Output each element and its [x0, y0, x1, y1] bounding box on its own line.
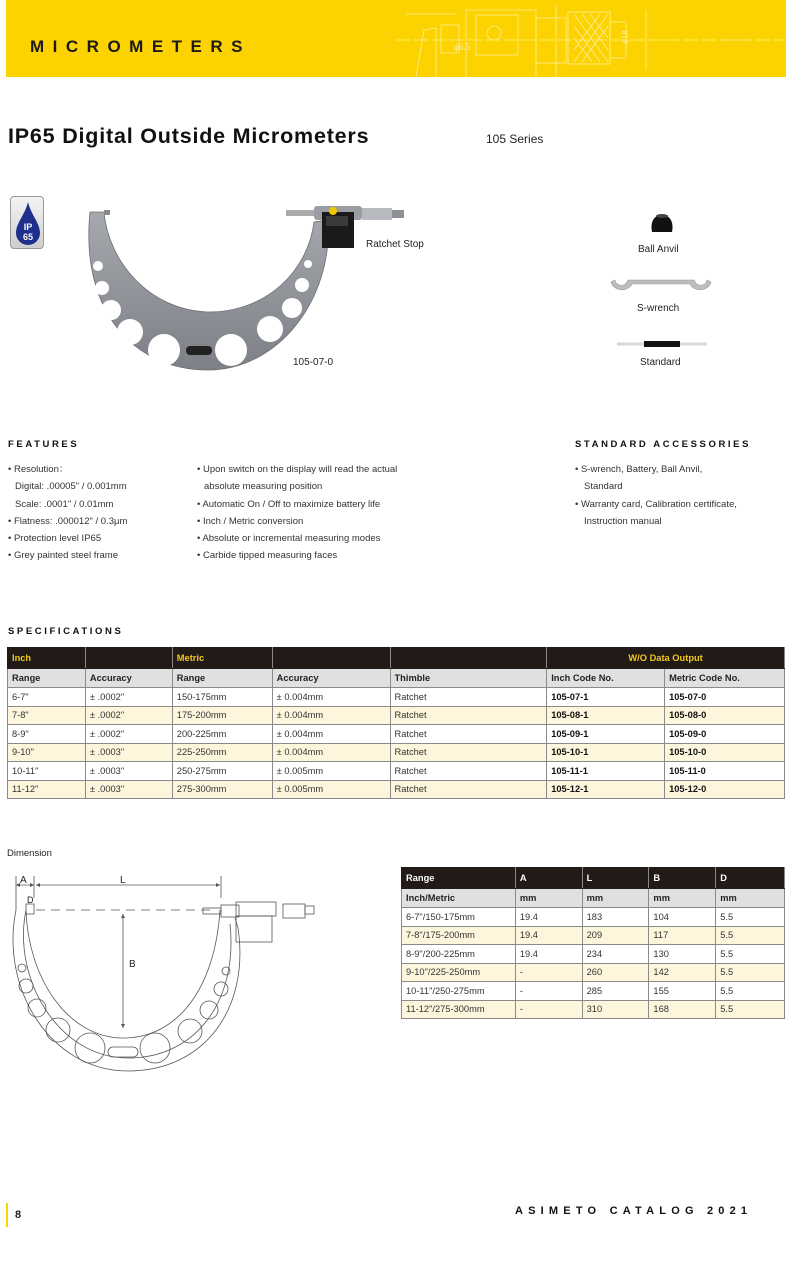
feature-item: absolute measuring position [204, 481, 323, 493]
ratchet-stop-label: Ratchet Stop [366, 239, 424, 250]
catalog-label: ASIMETO CATALOG 2021 [515, 1205, 753, 1217]
specifications-table [7, 647, 785, 799]
svg-text:ϕ18: ϕ18 [620, 30, 630, 44]
standard-label: Standard [640, 357, 681, 368]
model-label: 105-07-0 [293, 357, 334, 368]
table-header: Range A L B D [402, 868, 785, 889]
accessory-item: Standard [584, 481, 623, 493]
table-row: 11-12" ± .0003" 275-300mm ± 0.005mm Ratchet 105-12-1 105-12-0 [8, 780, 785, 799]
dimension-label: Dimension [7, 848, 52, 859]
footer-accent-bar [6, 1203, 8, 1227]
features-list-1 [8, 461, 198, 565]
table-row: 10-11" ± .0003" 250-275mm ± 0.005mm Ratchet 105-11-1 105-11-0 [8, 762, 785, 781]
banner-title: MICROMETERS [30, 37, 251, 56]
ball-anvil-label: Ball Anvil [638, 244, 679, 255]
features-heading: FEATURES [8, 439, 80, 450]
header-banner [6, 0, 786, 77]
svg-text:IP: IP [23, 222, 33, 232]
svg-text:ϕ6.5: ϕ6.5 [454, 42, 470, 52]
feature-item: • Carbide tipped measuring faces [197, 550, 338, 562]
table-group-header: Inch Metric W/O Data Output [8, 648, 785, 669]
table-row: 11-12"/275-300mm - 310 168 5.5 [402, 1000, 785, 1019]
table-units-row: Inch/Metric mm mm mm mm [402, 889, 785, 908]
feature-item: • Automatic On / Off to maximize battery life [197, 498, 381, 510]
feature-item: • Flatness: .000012" / 0.3μm [8, 515, 128, 527]
svg-text:D: D [27, 895, 34, 905]
ball-anvil-icon [648, 212, 676, 234]
feature-item: • Protection level IP65 [8, 533, 102, 545]
specifications-heading: SPECIFICATIONS [8, 626, 124, 637]
table-row: 8-9"/200-225mm 19.4 234 130 5.5 [402, 945, 785, 964]
table-row: 6-7" ± .0002" 150-175mm ± 0.004mm Ratchet 105-07-1 105-07-0 [8, 688, 785, 707]
svg-text:B: B [129, 959, 136, 970]
accessory-item: Instruction manual [584, 515, 662, 527]
table-row: 9-10" ± .0003" 225-250mm ± 0.004mm Ratchet 105-10-1 105-10-0 [8, 743, 785, 762]
ip65-badge [10, 196, 44, 249]
svg-text:A: A [20, 875, 27, 886]
table-row: 6-7"/150-175mm 19.4 183 104 5.5 [402, 908, 785, 927]
micrometer-blueprint-art [396, 0, 786, 77]
feature-item: • Absolute or incremental measuring modes [197, 533, 381, 545]
accessories-list [575, 461, 790, 530]
page-title: IP65 Digital Outside Micrometers [8, 124, 370, 148]
page-number: 8 [15, 1209, 22, 1221]
table-row: 9-10"/225-250mm - 260 142 5.5 [402, 963, 785, 982]
table-row: 10-11"/250-275mm - 285 155 5.5 [402, 982, 785, 1001]
feature-item: Digital: .00005" / 0.001mm [15, 481, 127, 493]
svg-text:65: 65 [22, 232, 34, 242]
feature-item: Scale: .0001" / 0.01mm [15, 498, 114, 510]
s-wrench-icon [608, 276, 714, 296]
accessory-item: • Warranty card, Calibration certificate, [575, 498, 737, 510]
accessory-item: • S-wrench, Battery, Ball Anvil, [575, 464, 703, 475]
accessories-heading: STANDARD ACCESSORIES [575, 439, 752, 450]
water-drop-icon [11, 197, 45, 250]
s-wrench-label: S-wrench [637, 303, 680, 314]
dimension-table [401, 867, 785, 1019]
standard-bar-icon [617, 341, 707, 347]
feature-item: • Grey painted steel frame [8, 550, 118, 562]
svg-text:L: L [120, 875, 126, 886]
feature-item: • Inch / Metric conversion [197, 515, 304, 527]
dimension-diagram [0, 868, 340, 1078]
series-label: 105 Series [486, 132, 544, 146]
micrometer-product-image [78, 200, 418, 380]
table-row: 7-8" ± .0002" 175-200mm ± 0.004mm Ratchet 105-08-1 105-08-0 [8, 706, 785, 725]
table-row: 7-8"/175-200mm 19.4 209 117 5.5 [402, 926, 785, 945]
table-column-header: Range Accuracy Range Accuracy Thimble Inch Code No. Metric Code No. [8, 669, 785, 688]
features-list-2 [197, 461, 467, 565]
feature-item: • Upon switch on the display will read the actual [197, 464, 398, 475]
table-row: 8-9" ± .0002" 200-225mm ± 0.004mm Ratchet 105-09-1 105-09-0 [8, 725, 785, 744]
feature-item: • Resolution： [8, 464, 69, 475]
